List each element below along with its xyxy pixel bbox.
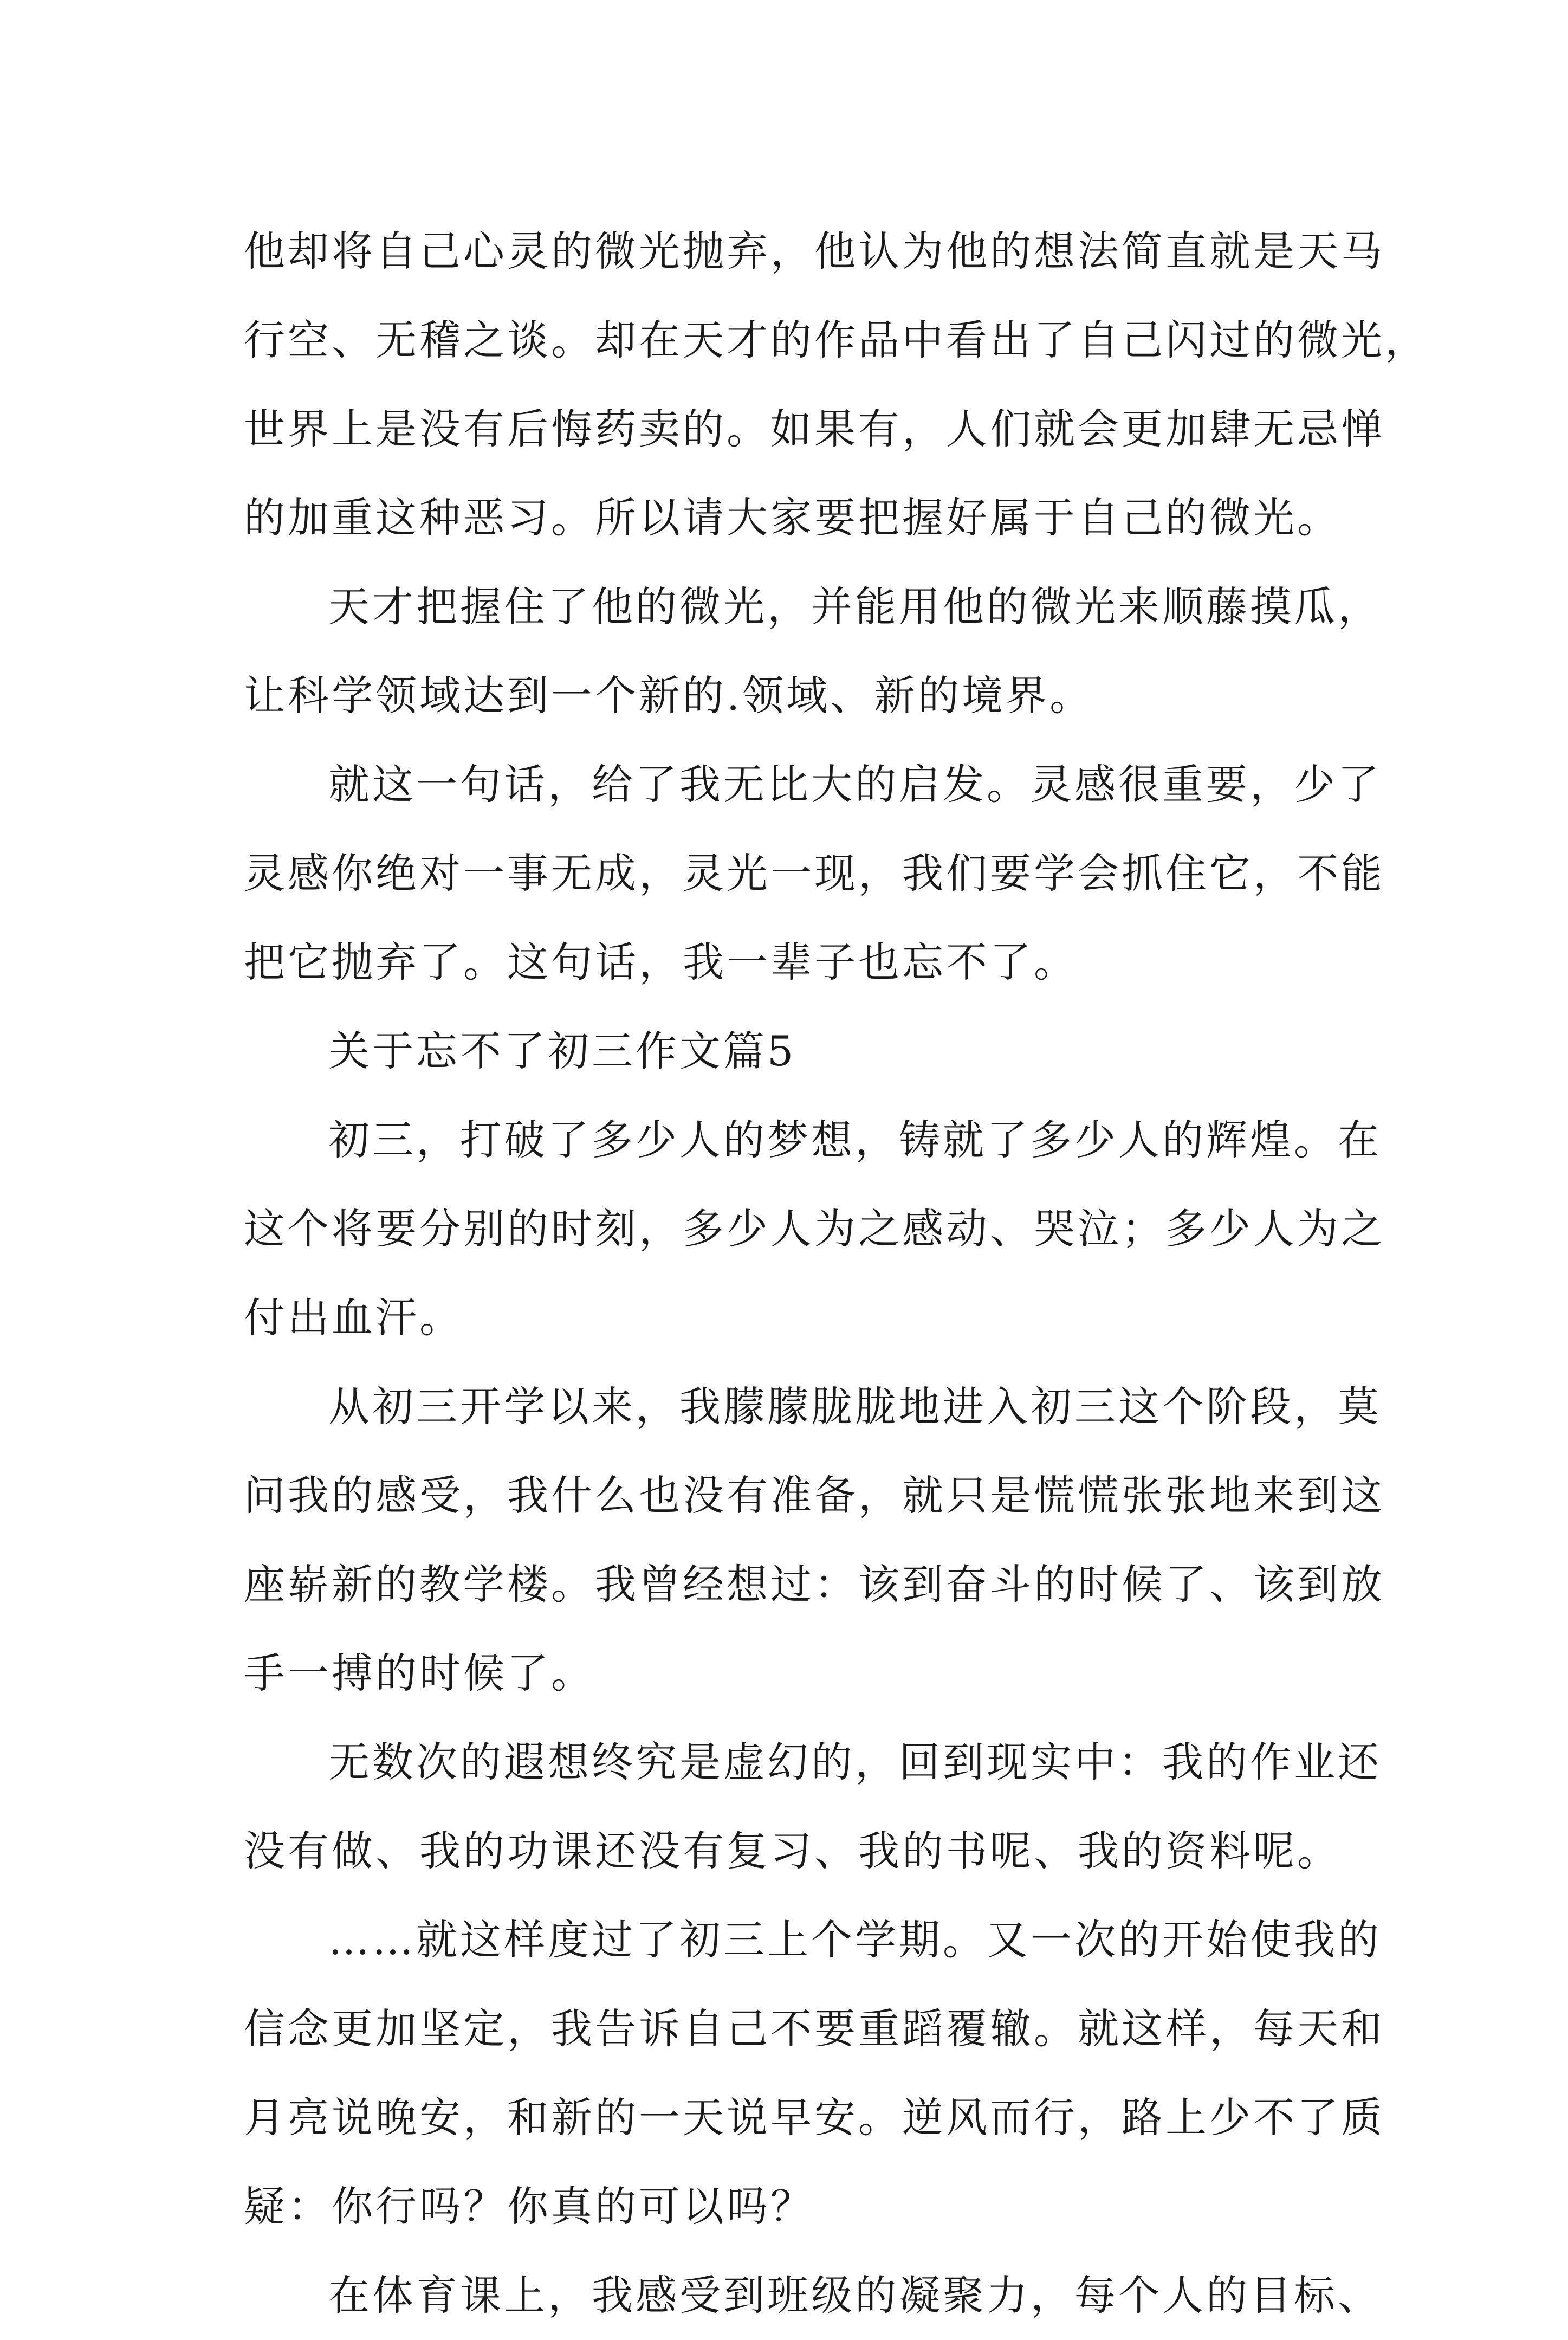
text-line: 月亮说晚安，和新的一天说早安。逆风而行，路上少不了质 xyxy=(244,2093,1385,2142)
text-line: 手一搏的时候了。 xyxy=(244,1649,595,1697)
text-line: 就这一句话，给了我无比大的启发。灵感很重要，少了 xyxy=(328,760,1382,809)
text-line: 行空、无稽之谈。却在天才的作品中看出了自己闪过的微光， xyxy=(244,316,1429,364)
text-line: 从初三开学以来，我朦朦胧胧地进入初三这个阶段，莫 xyxy=(328,1382,1382,1431)
text-line: 天才把握住了他的微光，并能用他的微光来顺藤摸瓜， xyxy=(328,583,1382,631)
document-body xyxy=(244,207,1429,2340)
section-heading: 关于忘不了初三作文篇5 xyxy=(328,1027,796,1075)
text-line: 他却将自己心灵的微光抛弃，他认为他的想法简直就是天马 xyxy=(244,227,1385,275)
text-line: 没有做、我的功课还没有复习、我的书呢、我的资料呢。 xyxy=(244,1827,1341,1875)
text-line: 这个将要分别的时刻，多少人为之感动、哭泣；多少人为之 xyxy=(244,1205,1385,1253)
text-line: 让科学领域达到一个新的.领域、新的境界。 xyxy=(244,671,1094,720)
text-line: 的加重这种恶习。所以请大家要把握好属于自己的微光。 xyxy=(244,494,1341,542)
text-line: 世界上是没有后悔药卖的。如果有，人们就会更加肆无忌惮 xyxy=(244,405,1385,453)
text-line: 信念更加坚定，我告诉自己不要重蹈覆辙。就这样，每天和 xyxy=(244,2005,1385,2053)
text-line: 把它抛弃了。这句话，我一辈子也忘不了。 xyxy=(244,938,1078,986)
text-line: 灵感你绝对一事无成，灵光一现，我们要学会抓住它，不能 xyxy=(244,849,1385,897)
text-line: 座崭新的教学楼。我曾经想过：该到奋斗的时候了、该到放 xyxy=(244,1560,1385,1608)
text-line: 初三，打破了多少人的梦想，铸就了多少人的辉煌。在 xyxy=(328,1116,1382,1164)
text-line: 无数次的遐想终究是虚幻的，回到现实中：我的作业还 xyxy=(328,1738,1382,1786)
text-line: ……就这样度过了初三上个学期。又一次的开始使我的 xyxy=(328,1916,1382,1964)
text-line: 付出血汗。 xyxy=(244,1294,463,1342)
text-line: 在体育课上，我感受到班级的凝聚力，每个人的目标、 xyxy=(328,2271,1382,2319)
text-line: 疑：你行吗？你真的可以吗？ xyxy=(244,2182,814,2231)
text-line: 问我的感受，我什么也没有准备，就只是慌慌张张地来到这 xyxy=(244,1471,1385,1520)
